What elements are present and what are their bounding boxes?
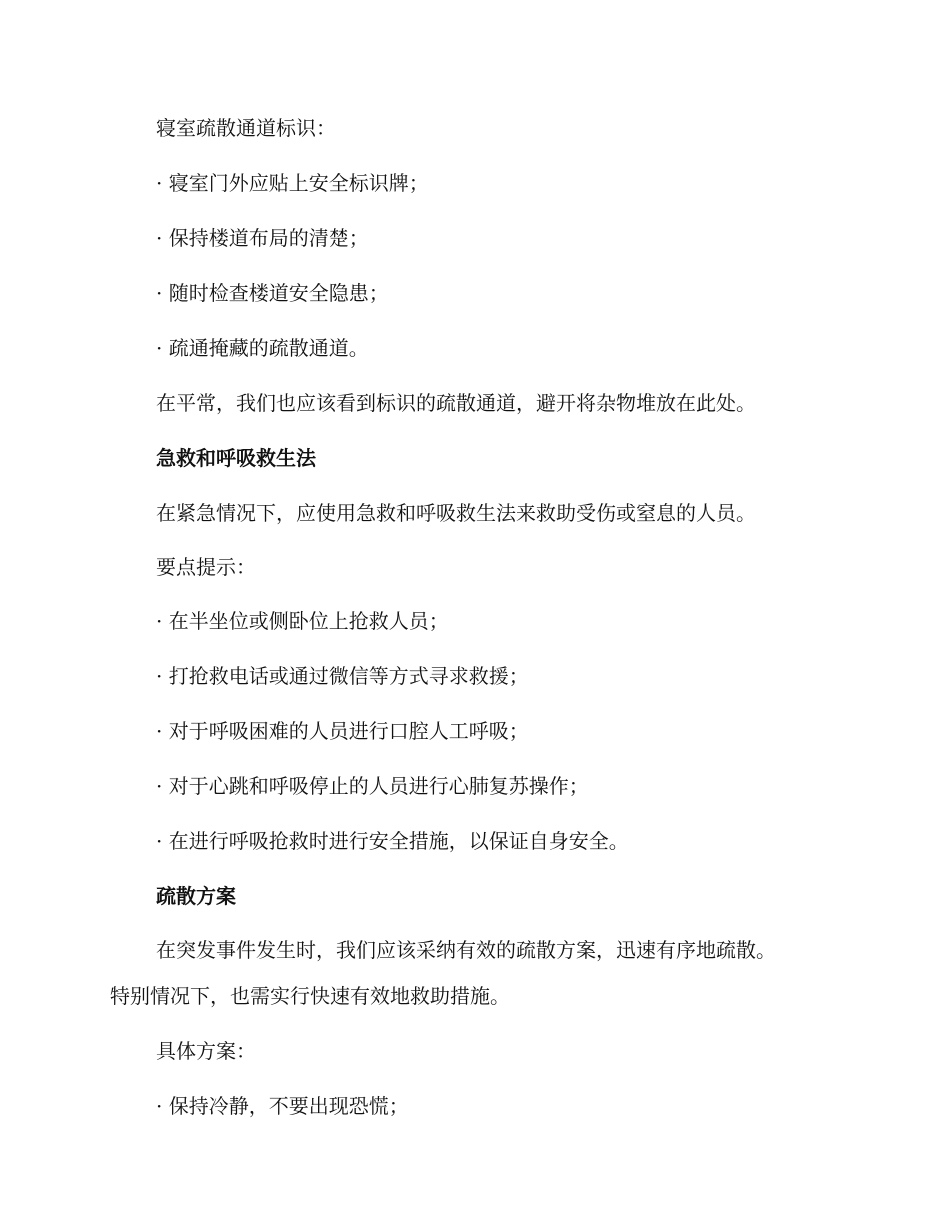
section-intro-evacuation-signs: 寝室疏散通道标识： (156, 116, 336, 140)
paragraph: 在突发事件发生时，我们应该采纳有效的疏散方案，迅速有序地疏散。 (156, 938, 776, 962)
paragraph-continuation: 特别情况下，也需实行快速有效地救助措施。 (110, 984, 510, 1008)
paragraph: 在平常，我们也应该看到标识的疏散通道，避开将杂物堆放在此处。 (156, 391, 756, 415)
list-item: · 在半坐位或侧卧位上抢救人员； (156, 609, 449, 633)
section-heading-evacuation-plan: 疏散方案 (156, 884, 236, 908)
list-item: · 在进行呼吸抢救时进行安全措施，以保证自身安全。 (156, 829, 629, 853)
list-item: · 对于心跳和呼吸停止的人员进行心肺复苏操作； (156, 774, 589, 798)
list-item: · 疏通掩藏的疏散通道。 (156, 336, 369, 360)
subheading-specific-plan: 具体方案： (156, 1039, 256, 1063)
list-item: · 打抢救电话或通过微信等方式寻求救援； (156, 664, 529, 688)
list-item: · 随时检查楼道安全隐患； (156, 281, 389, 305)
list-item: · 寝室门外应贴上安全标识牌； (156, 171, 429, 195)
list-item: · 保持冷静，不要出现恐慌； (156, 1094, 409, 1118)
list-item: · 对于呼吸困难的人员进行口腔人工呼吸； (156, 719, 529, 743)
section-heading-first-aid: 急救和呼吸救生法 (156, 446, 316, 470)
subheading-key-points: 要点提示： (156, 555, 256, 579)
list-item: · 保持楼道布局的清楚； (156, 226, 369, 250)
paragraph: 在紧急情况下，应使用急救和呼吸救生法来救助受伤或窒息的人员。 (156, 501, 756, 525)
